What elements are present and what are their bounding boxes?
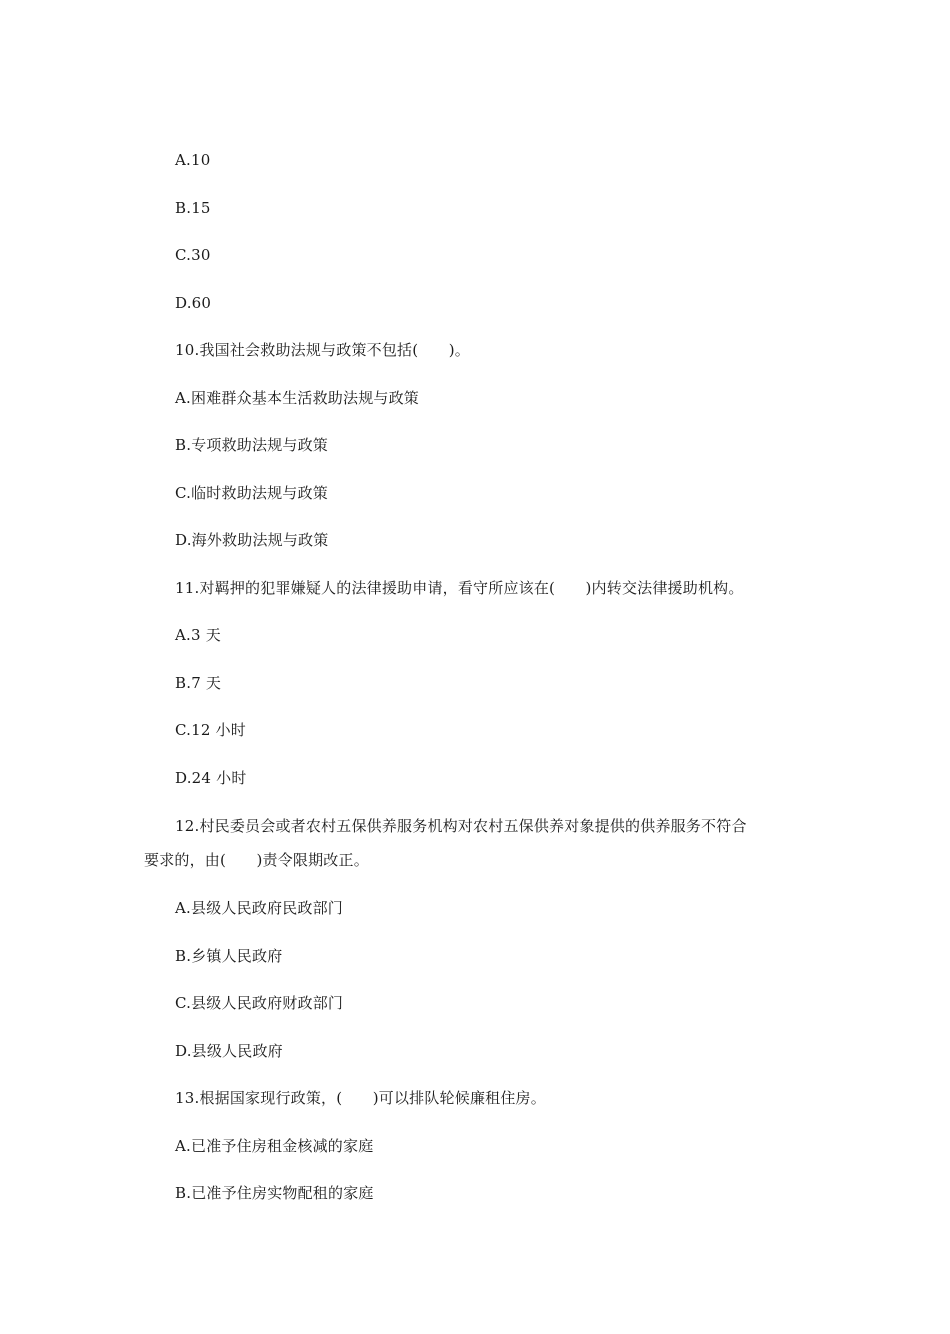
q10-stem: 10.我国社会救助法规与政策不包括( )。 (175, 341, 470, 359)
q10-option-c: C.临时救助法规与政策 (175, 484, 328, 502)
q9-option-c: C.30 (175, 246, 211, 264)
q12-option-a: A.县级人民政府民政部门 (175, 899, 344, 917)
q12-stem-line2: 要求的，由( )责令限期改正。 (144, 851, 369, 869)
q9-option-b: B.15 (175, 199, 211, 217)
q9-option-d: D.60 (175, 294, 212, 312)
q13-option-a: A.已准予住房租金核减的家庭 (175, 1137, 374, 1155)
q10-option-a: A.困难群众基本生活救助法规与政策 (175, 389, 420, 407)
q11-stem: 11.对羁押的犯罪嫌疑人的法律援助申请，看守所应该在( )内转交法律援助机构。 (175, 579, 744, 597)
q13-stem: 13.根据国家现行政策，( )可以排队轮候廉租住房。 (175, 1089, 546, 1107)
q11-option-b: B.7 天 (175, 674, 222, 692)
q10-option-b: B.专项救助法规与政策 (175, 436, 328, 454)
q11-option-a: A.3 天 (175, 626, 221, 644)
q12-stem-line1: 12.村民委员会或者农村五保供养服务机构对农村五保供养对象提供的供养服务不符合 (175, 817, 747, 835)
q9-option-a: A.10 (175, 151, 211, 169)
q10-option-d: D.海外救助法规与政策 (175, 531, 329, 549)
q13-option-b: B.已准予住房实物配租的家庭 (175, 1184, 374, 1202)
q12-option-d: D.县级人民政府 (175, 1042, 283, 1060)
q12-option-c: C.县级人民政府财政部门 (175, 994, 344, 1012)
q11-option-c: C.12 小时 (175, 721, 246, 739)
q11-option-d: D.24 小时 (175, 769, 247, 787)
q12-option-b: B.乡镇人民政府 (175, 947, 283, 965)
